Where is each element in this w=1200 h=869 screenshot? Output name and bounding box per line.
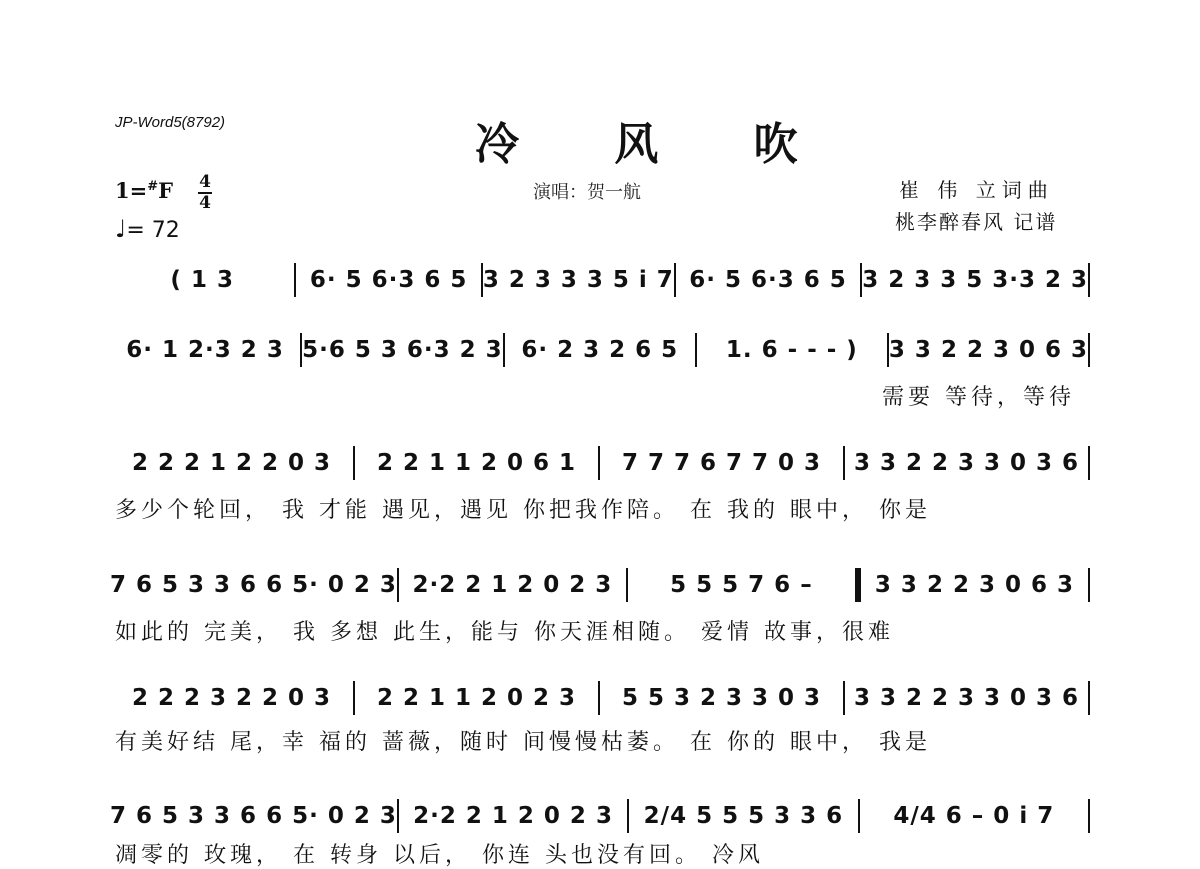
measure: 6· 1 2·3 2 3	[126, 337, 284, 363]
measure: 7 6 5 3 3 6 6 5· 0 2 3	[110, 803, 397, 829]
measure: 5·6 5 3 6·3 2 3	[302, 337, 503, 363]
measure: 2·2 2 1 2 0 2 3	[412, 572, 613, 598]
score-row-2	[110, 332, 1090, 368]
barline	[1088, 681, 1090, 715]
composer-credit: 崔 伟 立词曲	[899, 178, 1054, 202]
measure: 2 2 2 3 2 2 0 3	[131, 685, 332, 711]
measure: 2/4 5 5 5 3 3 6	[643, 803, 844, 829]
sharp-sign: #	[147, 179, 159, 194]
barline	[1088, 568, 1090, 602]
measure: 4/4 6 – 0 i 7	[893, 803, 1055, 829]
measure: 5 5 5 7 6 –	[670, 572, 813, 598]
singer-credit: 演唱：贺一航	[533, 182, 641, 203]
score-row-5	[110, 680, 1090, 716]
time-signature	[198, 174, 212, 212]
measure: ( 1 3	[170, 267, 234, 293]
time-bottom: 4	[199, 193, 211, 213]
lyrics-row-6: 凋零的 玫瑰， 在 转身 以后， 你连 头也没有回。 冷风	[115, 843, 764, 868]
score-row-3	[110, 445, 1090, 481]
measure: 6· 5 6·3 6 5	[689, 267, 847, 293]
measure: 1. 6 - - - )	[725, 337, 858, 363]
measure: 2 2 1 1 2 0 2 3	[376, 685, 577, 711]
key-prefix: 1=	[115, 178, 148, 203]
lyrics-row-2: 需要 等待，等待	[882, 385, 1075, 410]
time-top: 4	[199, 172, 211, 192]
key-note: F	[158, 178, 174, 203]
barline	[1088, 263, 1090, 297]
quarter-note-icon: ♩	[115, 215, 127, 243]
software-label: JP-Word5(8792)	[115, 114, 226, 131]
measure: 7 7 7 6 7 7 0 3	[621, 450, 822, 476]
lyrics-row-4: 如此的 完美， 我 多想 此生，能与 你天涯相随。 爱情 故事，很难	[115, 620, 894, 645]
measure: 6· 5 6·3 6 5	[309, 267, 468, 293]
measure: 3 3 2 2 3 3 0 3 6	[853, 685, 1080, 711]
tempo-value: = 72	[126, 218, 180, 243]
measure: 3 3 2 2 3 0 6 3	[874, 572, 1075, 598]
measure: 5 5 3 2 3 3 0 3	[621, 685, 822, 711]
barline	[1088, 446, 1090, 480]
measure: 2·2 2 1 2 0 2 3	[413, 803, 613, 829]
score-row-6	[110, 798, 1090, 834]
barline	[1088, 333, 1090, 367]
measure: 3 2 3 3 3 5 i 7	[482, 267, 674, 293]
score-row-1	[110, 262, 1090, 298]
measure: 3 3 2 2 3 3 0 3 6	[853, 450, 1080, 476]
song-title: 冷 风 吹	[475, 119, 838, 170]
measure: 6· 2 3 2 6 5	[521, 337, 679, 363]
key-signature	[115, 178, 173, 203]
score-row-4	[110, 567, 1090, 603]
barline	[1088, 799, 1090, 833]
transcriber-credit: 桃李醉春风 记谱	[895, 210, 1058, 234]
lyrics-row-3: 多少个轮回， 我 才能 遇见，遇见 你把我作陪。 在 我的 眼中， 你是	[115, 498, 931, 523]
measure: 3 3 2 2 3 0 6 3	[888, 337, 1089, 363]
measure: 3 2 3 3 5 3·3 2 3	[862, 267, 1089, 293]
measure: 2 2 2 1 2 2 0 3	[131, 450, 332, 476]
measure: 7 6 5 3 3 6 6 5· 0 2 3	[110, 572, 397, 598]
measure: 2 2 1 1 2 0 6 1	[376, 450, 577, 476]
tempo-marking	[115, 215, 180, 243]
lyrics-row-5: 有美好结 尾，幸 福的 蔷薇，随时 间慢慢枯萎。 在 你的 眼中， 我是	[115, 730, 931, 755]
